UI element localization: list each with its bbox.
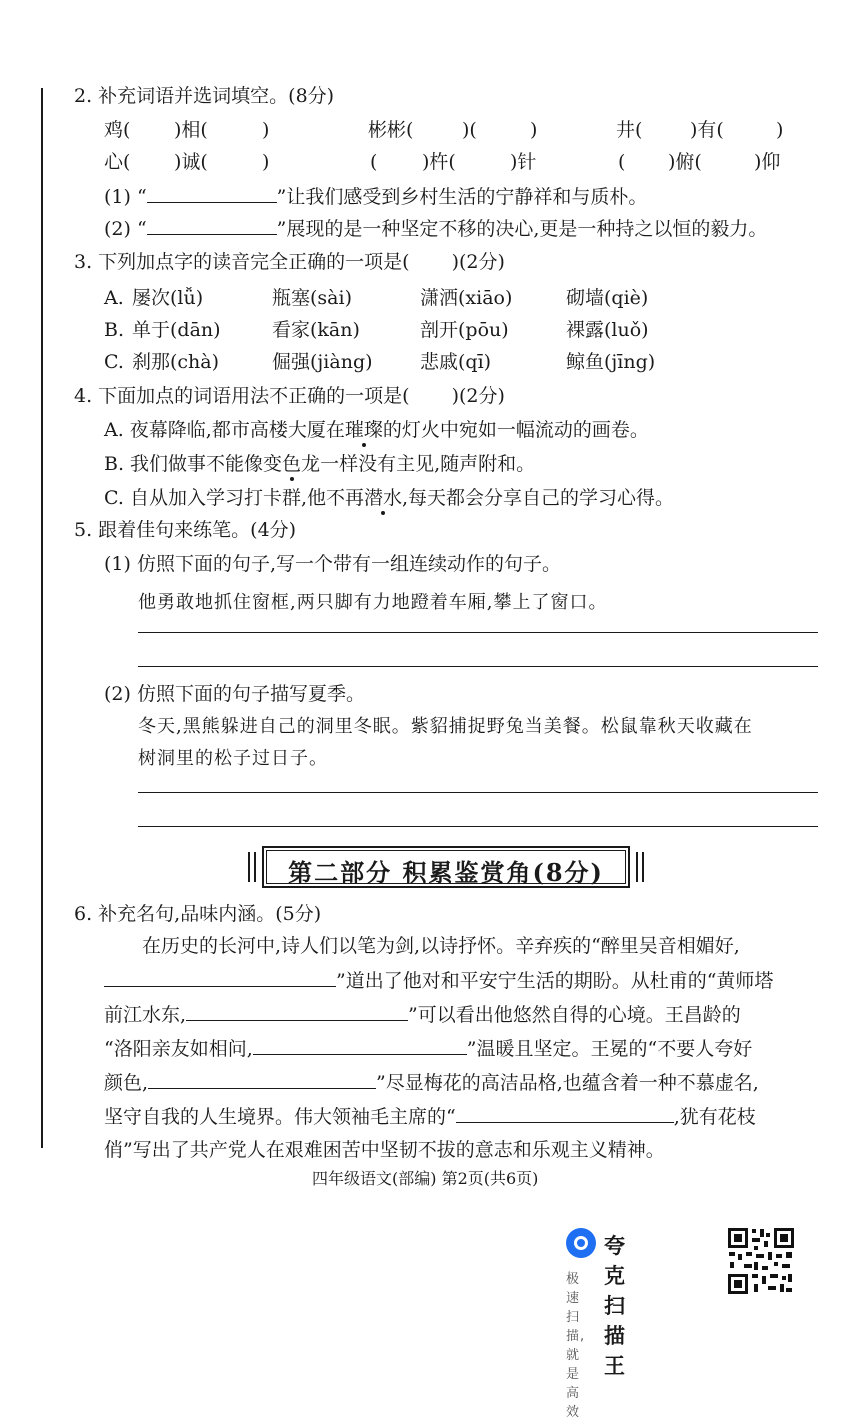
q2-r2-c: ) bbox=[262, 151, 270, 173]
q4-a-dotted-word: 璀璨 bbox=[344, 419, 383, 441]
q2-s1-prefix: (1) “ bbox=[104, 186, 147, 208]
watermark-name: 夸克扫描王 bbox=[604, 1234, 625, 1378]
q4-title-text: 4. 下面加点的词语用法不正确的一项是( bbox=[74, 385, 410, 407]
q3-c-4: 鲸鱼(jīng) bbox=[566, 351, 656, 373]
q2-r2-h: )俯( bbox=[668, 151, 702, 173]
q2-r1-e: )( bbox=[462, 119, 477, 141]
q2-r1-i: ) bbox=[776, 119, 784, 141]
q2-s1-blank[interactable] bbox=[147, 184, 277, 203]
q6-line-5-text-b: ”尽显梅花的高洁品格,也蕴含着一种不慕虚名, bbox=[376, 1072, 759, 1094]
question-3-title bbox=[74, 250, 505, 274]
q2-s2-prefix: (2) “ bbox=[104, 218, 147, 240]
q2-r1-c: ) bbox=[262, 119, 270, 141]
q4-option-b[interactable] bbox=[104, 452, 535, 476]
q2-r2-e: )杵( bbox=[422, 151, 456, 173]
q2-r2-b: )诚( bbox=[174, 151, 208, 173]
q2-s2-suffix: ”展现的是一种坚定不移的决心,更是一种持之以恒的毅力。 bbox=[276, 218, 768, 240]
q2-s2-blank[interactable] bbox=[147, 216, 277, 235]
q6-line-2-text: ”道出了他对和平安宁生活的期盼。从杜甫的“黄师塔 bbox=[336, 970, 774, 992]
q2-r1-d: 彬彬( bbox=[368, 119, 414, 141]
q4-b-text-2: 一样没有主见,随声附和。 bbox=[320, 453, 536, 475]
q6-blank-4[interactable] bbox=[148, 1070, 376, 1089]
q6-line-4 bbox=[104, 1036, 752, 1061]
q4-a-text-2: 的灯火中宛如一幅流动的画卷。 bbox=[382, 419, 649, 441]
q3-b-label: B. bbox=[104, 319, 125, 341]
q3-title-end: )(2分) bbox=[451, 251, 505, 273]
q3-a-label: A. bbox=[104, 287, 124, 309]
q3-b-4: 裸露(luǒ) bbox=[566, 319, 649, 341]
q4-option-a[interactable] bbox=[104, 418, 649, 442]
q6-blank-5[interactable] bbox=[456, 1104, 674, 1123]
part-2-banner bbox=[248, 846, 644, 888]
q5-answer-line-2[interactable] bbox=[138, 666, 818, 667]
q2-r1-a: 鸡( bbox=[104, 119, 131, 141]
q4-c-dotted-word: 潜水 bbox=[363, 487, 402, 509]
q3-b-3: 剖开(pōu) bbox=[420, 319, 509, 341]
q3-b-1: 单于(dān) bbox=[132, 319, 221, 341]
question-4-title bbox=[74, 384, 505, 408]
q6-blank-3[interactable] bbox=[253, 1036, 467, 1055]
q2-r2-d: ( bbox=[370, 151, 378, 173]
q6-blank-1[interactable] bbox=[104, 968, 336, 987]
q2-sentence-2 bbox=[104, 216, 767, 241]
q6-line-6-text-b: ,犹有花枝 bbox=[673, 1106, 756, 1128]
q6-line-5-text-a: 颜色, bbox=[104, 1072, 149, 1094]
q4-option-c[interactable] bbox=[104, 486, 674, 510]
q6-line-3-text-a: 前江水东, bbox=[104, 1004, 187, 1026]
q6-line-5 bbox=[104, 1070, 759, 1095]
q2-r2-f: )针 bbox=[510, 151, 537, 173]
q6-line-7: 俏”写出了共产党人在艰难困苦中坚韧不拔的意志和乐观主义精神。 bbox=[104, 1139, 665, 1161]
q5-example-2a: 冬天,黑熊躲进自己的洞里冬眠。紫貂捕捉野兔当美餐。松鼠靠秋天收藏在 bbox=[138, 716, 753, 737]
q3-title-text: 3. 下列加点字的读音完全正确的一项是( bbox=[74, 251, 410, 273]
q6-blank-2[interactable] bbox=[186, 1002, 408, 1021]
q5-prompt-1: (1) 仿照下面的句子,写一个带有一组连续动作的句子。 bbox=[104, 553, 561, 575]
q3-a-2: 瓶塞(sài) bbox=[272, 287, 352, 309]
q2-r2-i: )仰 bbox=[754, 151, 781, 173]
q4-b-text-1: B. 我们做事不能像 bbox=[104, 453, 264, 475]
qr-code-icon bbox=[726, 1226, 796, 1296]
q3-a-1: 屡次(lǚ) bbox=[132, 287, 204, 309]
watermark-tagline: 极速扫描,就是高效 bbox=[566, 1272, 586, 1420]
q4-c-text-1: C. 自从加入学习打卡群,他不再 bbox=[104, 487, 364, 509]
q5-example-1: 他勇敢地抓住窗框,两只脚有力地蹬着车厢,攀上了窗口。 bbox=[138, 592, 608, 613]
q2-r1-g: 井( bbox=[616, 119, 643, 141]
q4-title-end: )(2分) bbox=[451, 385, 505, 407]
q3-a-3: 潇洒(xiāo) bbox=[420, 287, 513, 309]
q6-line-2 bbox=[104, 968, 773, 993]
q3-c-2: 倔强(jiàng) bbox=[272, 351, 373, 373]
banner-title: 第二部分 积累鉴赏角(8分) bbox=[288, 858, 604, 887]
q6-line-6 bbox=[104, 1104, 756, 1129]
q2-s1-suffix: ”让我们感受到乡村生活的宁静祥和与质朴。 bbox=[276, 186, 648, 208]
q6-line-4-text-b: ”温暖且坚定。王冕的“不要人夸好 bbox=[466, 1038, 753, 1060]
q4-c-text-2: ,每天都会分享自己的学习心得。 bbox=[402, 487, 675, 509]
q5-answer-line-4[interactable] bbox=[138, 826, 818, 827]
q2-r2-g: ( bbox=[618, 151, 626, 173]
q2-r2-a: 心( bbox=[104, 151, 131, 173]
q3-a-4: 砌墙(qiè) bbox=[566, 287, 649, 309]
q5-answer-line-3[interactable] bbox=[138, 792, 818, 793]
q3-c-label: C. bbox=[104, 351, 124, 373]
q4-b-dotted-word: 变色龙 bbox=[263, 453, 321, 475]
q5-prompt-2: (2) 仿照下面的句子描写夏季。 bbox=[104, 683, 365, 705]
q2-r1-f: ) bbox=[530, 119, 538, 141]
question-2-title: 2. 补充词语并选词填空。(8分) bbox=[74, 85, 335, 107]
q4-a-text-1: A. 夜幕降临,都市高楼大厦在 bbox=[104, 419, 345, 441]
q3-b-2: 看家(kān) bbox=[272, 319, 360, 341]
q5-example-2b: 树洞里的松子过日子。 bbox=[138, 748, 328, 769]
q3-c-3: 悲戚(qī) bbox=[420, 351, 492, 373]
q6-line-3-text-b: ”可以看出他悠然自得的心境。王昌龄的 bbox=[408, 1004, 741, 1026]
q6-line-6-text-a: 坚守自我的人生境界。伟大领袖毛主席的“ bbox=[104, 1106, 456, 1128]
page-footer: 四年级语文(部编) 第2页(共6页) bbox=[312, 1169, 539, 1188]
q2-sentence-1 bbox=[104, 184, 647, 209]
q6-line-1: 在历史的长河中,诗人们以笔为剑,以诗抒怀。辛弃疾的“醉里吴音相媚好, bbox=[142, 935, 740, 957]
quark-logo-icon bbox=[566, 1228, 596, 1258]
q2-r1-b: )相( bbox=[174, 119, 208, 141]
q5-answer-line-1[interactable] bbox=[138, 632, 818, 633]
q2-r1-h: )有( bbox=[690, 119, 724, 141]
question-5-title: 5. 跟着佳句来练笔。(4分) bbox=[74, 519, 297, 541]
q6-line-3 bbox=[104, 1002, 741, 1027]
q3-c-1: 刹那(chà) bbox=[132, 351, 220, 373]
question-6-title: 6. 补充名句,品味内涵。(5分) bbox=[74, 903, 322, 925]
binding-margin-line bbox=[41, 88, 43, 1148]
q6-line-4-text-a: “洛阳亲友如相问, bbox=[104, 1038, 253, 1060]
